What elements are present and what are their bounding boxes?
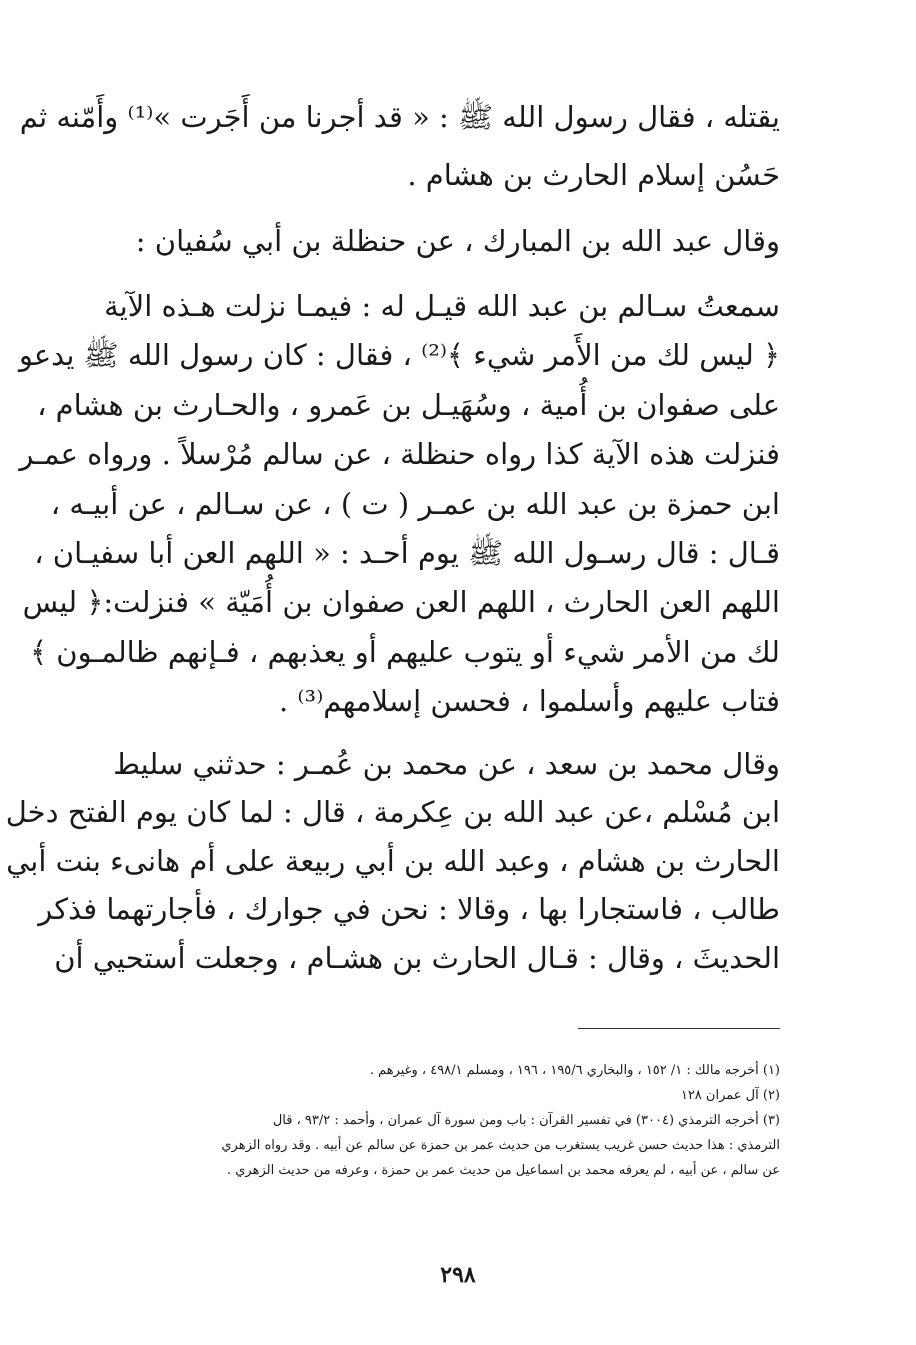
text-line: وقال محمد بن سعد ، عن محمد بن عُمـر : حدثني سليط bbox=[113, 747, 780, 781]
text-line: طالب ، فاستجارا بها ، وقالا : نحن في جوارك ، فأجارتهما فذكر bbox=[38, 892, 780, 927]
text-line: ابن حمزة بن عبد الله بن عمـر ( ت ) ، عن سـالم ، عن أبيـه ، bbox=[50, 486, 780, 521]
text-line: ابن مُسْلم ،عن عبد الله بن عِكرمة ، قال : لما كان يوم الفتح دخل bbox=[5, 795, 780, 830]
text-line: فنزلت هذه الآية كذا رواه حنظلة ، عن سالم مُرْسلاً . ورواه عمـر bbox=[19, 437, 780, 472]
text-line: يقتله ، فقال رسول الله ﷺ : « قد أجرنا من أَجَرت »⁽¹⁾ وأَمّنه ثم bbox=[19, 100, 780, 134]
footnote-3-continued: الترمذي : هذا حديث حسن غريب يستغرب من حديث عمر بن حمزة عن سالم عن أبيه . وقد رواه الزهري bbox=[221, 1138, 780, 1153]
text-line: ﴿ ليس لك من الأَمر شيء ﴾⁽²⁾ ، فقال : كان رسول الله ﷺ يدعو bbox=[18, 338, 780, 373]
paragraph-3 bbox=[18, 282, 780, 727]
footnote-2: (٢) آل عمران ١٢٨ bbox=[680, 1088, 780, 1103]
footnote-3: (٣) أخرجه الترمذي (٣٠٠٤) في تفسير القرآن : باب ومن سورة آل عمران ، وأحمد : ٩٣/٢ ، قال bbox=[272, 1113, 780, 1128]
paragraph-1 bbox=[19, 88, 780, 204]
paragraph-4 bbox=[5, 740, 780, 982]
text-line: على صفوان بن أُمية ، وسُهَيـل بن عَمرو ، والحـارث بن هشام ، bbox=[37, 387, 780, 422]
text-line: سمعتُ سـالم بن عبد الله قيـل له : فيمـا نزلت هـذه الآية bbox=[104, 289, 780, 323]
text-line: الحارث بن هشام ، وعبد الله بن أبي ربيعة على أم هانىء بنت أبي bbox=[6, 843, 780, 878]
paragraph-2 bbox=[100, 216, 780, 266]
text-line: قـال : قال رسـول الله ﷺ يوم أحـد : « اللهم العن أبا سفيـان ، bbox=[34, 535, 780, 570]
footnotes bbox=[100, 1058, 780, 1183]
text-line: اللهم العن الحارث ، اللهم العن صفوان بن أُمَيّة » فنزلت:﴿ ليس bbox=[22, 585, 780, 620]
page-number: ٢٩٨ bbox=[440, 1262, 476, 1288]
footnote-3-continued: عن سالم ، عن أبيه ، لم يعرفه محمد بن اسماعيل من حديث عمر بن حمزة ، وعرفه من حديث الزهري . bbox=[226, 1163, 780, 1178]
text-line: لك من الأمر شيء أو يتوب عليهم أو يعذبهم ، فـإنهم ظالمـون ﴾ bbox=[30, 634, 780, 669]
text-line: الحديثَ ، وقال : قـال الحارث بن هشـام ، وجعلت أستحيي أن bbox=[54, 940, 780, 975]
footnote-1: (١) أخرجه مالك : ١/ ١٥٢ ، والبخاري ١٩٥/٦ ، ١٩٦ ، ومسلم ٤٩٨/١ ، وغيرهم . bbox=[369, 1063, 780, 1078]
text-line: حَسُن إسلام الحارث بن هشام . bbox=[407, 158, 780, 192]
text-line: وقال عبد الله بن المبارك ، عن حنظلة بن أبي سُفيان : bbox=[135, 224, 780, 258]
footnote-divider bbox=[578, 1028, 780, 1029]
text-line: فتاب عليهم وأسلموا ، فحسن إسلامهم⁽³⁾ . bbox=[278, 684, 780, 719]
